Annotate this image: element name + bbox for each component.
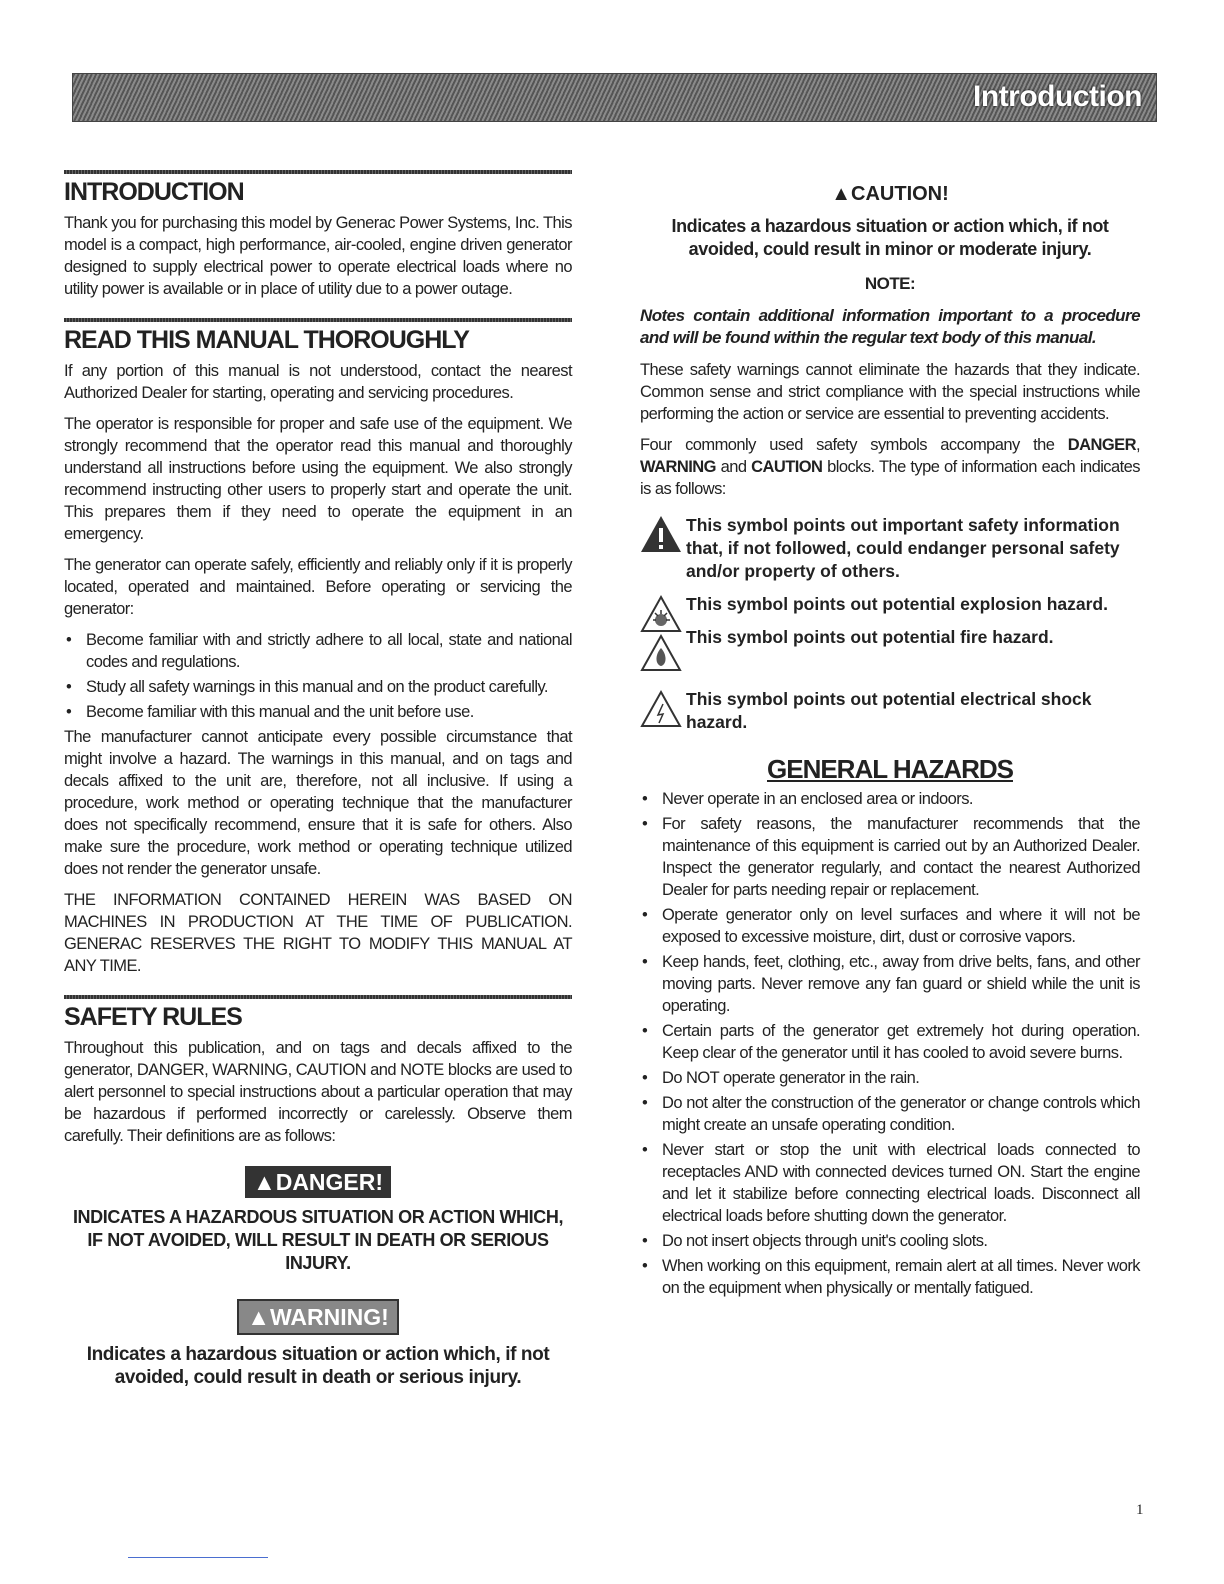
fire-hazard-icon xyxy=(640,632,682,672)
danger-definition: INDICATES A HAZARDOUS SITUATION OR ACTION WHICH, IF NOT AVOIDED, WILL RESULT IN DEATH OR SERIOUS INJURY. xyxy=(72,1207,564,1273)
paragraph: Four commonly used safety symbols accompany the DANGER, WARNING and CAUTION blocks. The type of information each indicates is as follows: xyxy=(640,436,1140,498)
symbol-fire: This symbol points out potential fire hazard. xyxy=(640,626,1140,670)
banner-title: Introduction xyxy=(973,80,1142,113)
safety-alert-icon xyxy=(640,514,682,554)
list-item: • For safety reasons, the manufacturer recommends that the maintenance of this equipment is carried out by an Authorized Dealer. Inspect the generator regularly, and contact the nearest Authorized Dealer for parts needing repair or replacement. xyxy=(640,813,1140,901)
warning-triangle-icon: ▲ xyxy=(247,1304,270,1330)
paragraph: The operator is responsible for proper and safe use of the equipment. We strongly recommend that the operator read this manual and thoroughly understand all instructions before using the equipment. We also strongly recommend instructing other users to properly start and operate the unit. This prepares them if they need to operate the equipment in an emergency. xyxy=(64,415,572,543)
warning-triangle-icon: ▲ xyxy=(831,183,852,205)
general-hazards-list xyxy=(640,788,1140,1299)
paragraph: These safety warnings cannot eliminate the hazards that they indicate. Common sense and strict compliance with the special instructions while performing the action or service are essential to preventing accidents. xyxy=(640,361,1140,423)
symbol-explosion: This symbol points out potential explosion hazard. xyxy=(640,593,1140,616)
symbol-electrical: This symbol points out potential electrical shock hazard. xyxy=(640,688,1140,734)
list-item: • Do not insert objects through unit's cooling slots. xyxy=(640,1230,1140,1252)
left-column xyxy=(64,170,572,1389)
safety-rules-heading: SAFETY RULES xyxy=(64,1003,242,1031)
list-item: • Study all safety warnings in this manual and on the product carefully. xyxy=(64,676,572,698)
list-item: • Operate generator only on level surfaces and where it will not be exposed to excessive moisture, dirt, dust or corrosive vapors. xyxy=(640,904,1140,948)
general-hazards-heading: GENERAL HAZARDS xyxy=(767,754,1013,784)
divider xyxy=(64,995,572,999)
list-item: • Do not alter the construction of the generator or change controls which might create an unsafe operating condition. xyxy=(640,1092,1140,1136)
symbol-safety-alert: This symbol points out important safety information that, if not followed, could endanger personal safety and/or property of others. xyxy=(640,514,1140,583)
caution-definition: Indicates a hazardous situation or action which, if not avoided, could result in minor or moderate injury. xyxy=(671,216,1109,259)
list-item: • Become familiar with this manual and the unit before use. xyxy=(64,701,572,723)
warning-badge: ▲WARNING! xyxy=(237,1299,399,1335)
divider xyxy=(128,1557,268,1558)
warning-triangle-icon: ▲ xyxy=(252,1169,276,1195)
list-item: • When working on this equipment, remain alert at all times. Never work on the equipment when physically or mentally fatigued. xyxy=(640,1255,1140,1299)
intro-heading: INTRODUCTION xyxy=(64,178,244,206)
danger-badge: ▲DANGER! xyxy=(245,1166,391,1198)
divider xyxy=(64,318,572,322)
warning-definition: Indicates a hazardous situation or action which, if not avoided, could result in death or serious injury. xyxy=(86,1344,550,1388)
paragraph: The generator can operate safely, efficiently and reliably only if it is properly located, operated and maintained. Before operating or servicing the generator: xyxy=(64,556,572,618)
read-manual-heading: READ THIS MANUAL THOROUGHLY xyxy=(64,326,469,354)
right-column xyxy=(640,183,1140,1302)
intro-body: Thank you for purchasing this model by Generac Power Systems, Inc. This model is a compact, high performance, air-cooled, engine driven generator designed to supply electrical power to operate electrical loads where no utility power is available or in place of utility due to a power outage. xyxy=(64,214,572,298)
paragraph: Throughout this publication, and on tags and decals affixed to the generator, DANGER, WARNING, CAUTION and NOTE blocks are used to alert personnel to special instructions about a particular operation that may be hazardous if performed incorrectly or carelessly. Observe them carefully. Their definitions are as follows: xyxy=(64,1039,572,1145)
list-item: • Keep hands, feet, clothing, etc., away from drive belts, fans, and other moving parts. Never remove any fan guard or shield while the unit is operating. xyxy=(640,951,1140,1017)
note-heading: NOTE: xyxy=(864,274,916,293)
list-item: • Never start or stop the unit with electrical loads connected to receptacles AND with connected devices turned ON. Start the engine and let it stabilize before connecting electrical loads. Disconnect all electrical loads before shutting down the generator. xyxy=(640,1139,1140,1227)
paragraph: The manufacturer cannot anticipate every possible circumstance that might involve a hazard. The warnings in this manual, and on tags and decals affixed to the unit are, therefore, not all inclusive. If using a procedure, work method or operating technique that the manufacturer does not specifically recommend, ensure that it is safe for others. Also make sure the procedure, work method or operating technique utilized does not render the generator unsafe. xyxy=(64,728,572,878)
list-item: • Become familiar with and strictly adhere to all local, state and national codes and regulations. xyxy=(64,629,572,673)
bullet-list xyxy=(64,629,572,723)
divider xyxy=(64,170,572,174)
paragraph: THE INFORMATION CONTAINED HEREIN WAS BASED ON MACHINES IN PRODUCTION AT THE TIME OF PUBLICATION. GENERAC RESERVES THE RIGHT TO MODIFY THIS MANUAL AT ANY TIME. xyxy=(64,891,572,975)
paragraph: If any portion of this manual is not understood, contact the nearest Authorized Dealer for starting, operating and servicing procedures. xyxy=(64,362,572,402)
note-definition: Notes contain additional information important to a procedure and will be found within the regular text body of this manual. xyxy=(640,306,1140,347)
section-banner xyxy=(72,73,1157,122)
caution-label: ▲CAUTION! xyxy=(831,183,949,205)
list-item: • Do NOT operate generator in the rain. xyxy=(640,1067,1140,1089)
electrical-shock-icon xyxy=(640,688,682,728)
list-item: • Certain parts of the generator get extremely hot during operation. Keep clear of the generator until it has cooled to avoid severe burns. xyxy=(640,1020,1140,1064)
list-item: • Never operate in an enclosed area or indoors. xyxy=(640,788,1140,810)
page-number: 1 xyxy=(1136,1502,1144,1518)
